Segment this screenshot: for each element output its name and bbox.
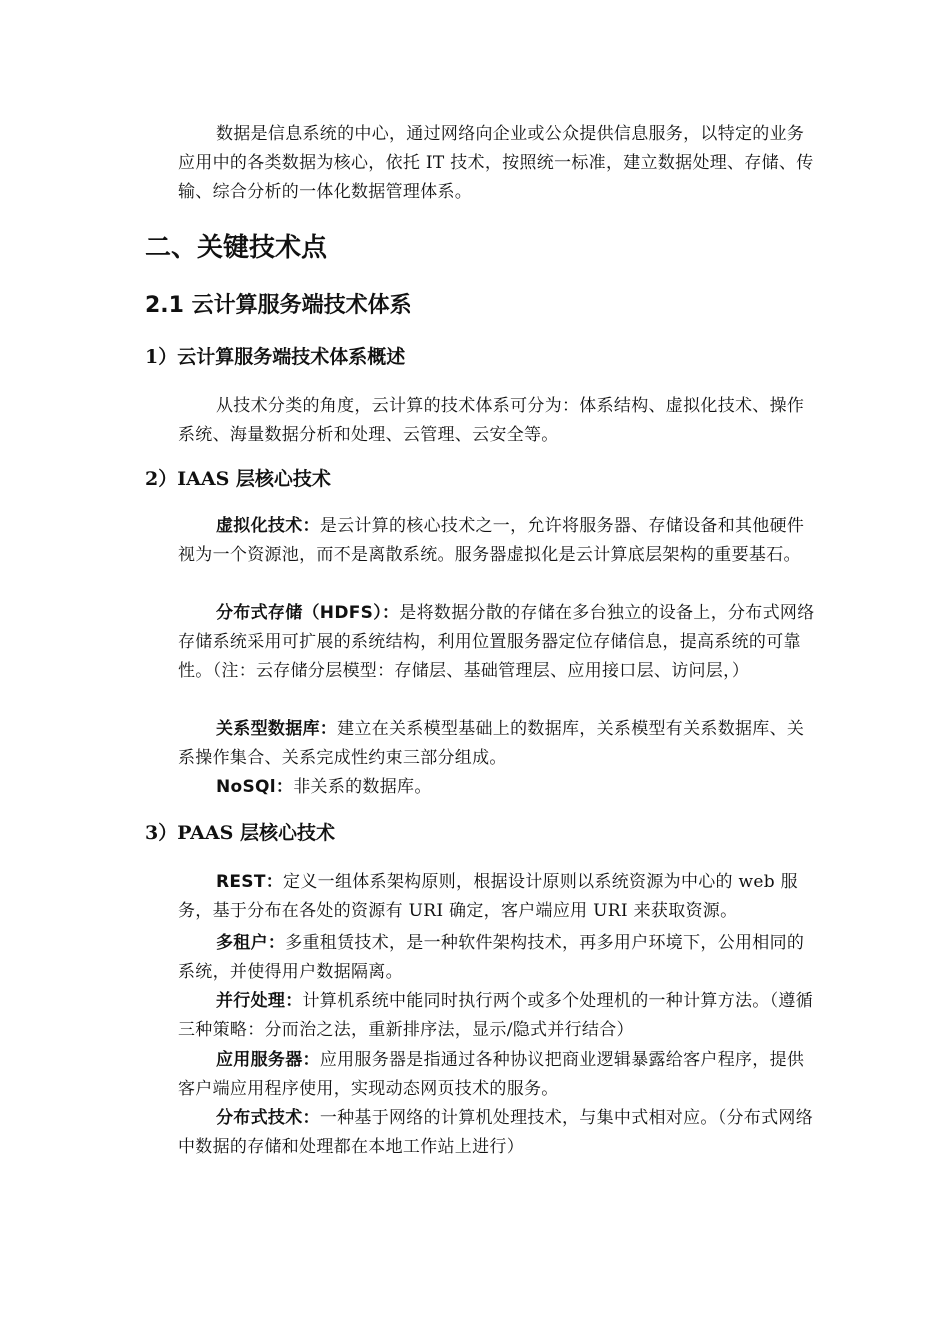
iaas-item-hdfs xyxy=(178,599,818,686)
term-label: 应用服务器： xyxy=(216,1050,320,1070)
term-text: 应用服务器是指通过各种协议把商业逻辑暴露给客户程序，提供客户端应用程序使用，实现动态网页技术的服务。 xyxy=(178,1050,805,1099)
term-text: 定义一组体系架构原则，根据设计原则以系统资源为中心的 web 服务，基于分布在各处的资源有 URI 确定，客户端应用 URI 来获取资源。 xyxy=(178,872,798,921)
paas-item-multitenant xyxy=(178,929,818,987)
heading-iaas: 2）IAAS 层核心技术 xyxy=(145,468,331,490)
term-label: 分布式存储（HDFS）： xyxy=(216,603,400,623)
term-text: 非关系的数据库。 xyxy=(293,777,432,797)
term-label: 分布式技术： xyxy=(216,1108,320,1128)
overview-paragraph: 从技术分类的角度，云计算的技术体系可分为：体系结构、虚拟化技术、操作系统、海量数据分析和处理、云管理、云安全等。 xyxy=(178,396,805,445)
subsection-heading-cloud-server: 2.1 云计算服务端技术体系 xyxy=(145,293,412,318)
term-text: 建立在关系模型基础上的数据库，关系模型有关系数据库、关系操作集合、关系完成性约束三部分组成。 xyxy=(178,719,805,768)
term-label: 并行处理： xyxy=(216,991,303,1011)
term-label: 虚拟化技术： xyxy=(216,516,320,536)
term-label: 关系型数据库： xyxy=(216,719,338,739)
term-label: REST： xyxy=(216,872,284,892)
term-text: 一种基于网络的计算机处理技术，与集中式相对应。（分布式网络中数据的存储和处理都在本地工作站上进行） xyxy=(178,1108,814,1157)
term-text: 是将数据分散的存储在多台独立的设备上，分布式网络存储系统采用可扩展的系统结构，利用位置服务器定位存储信息，提高系统的可靠性。（注：云存储分层模型：存储层、基础管理层、应用接口层、访问层，） xyxy=(178,603,815,681)
heading-paas: 3）PAAS 层核心技术 xyxy=(145,822,335,844)
paas-item-appserver xyxy=(178,1046,818,1104)
term-label: 多租户： xyxy=(216,933,286,953)
paas-item-rest xyxy=(178,868,818,926)
paas-item-parallel xyxy=(178,987,818,1045)
section-heading-key-tech: 二、关键技术点 xyxy=(145,233,328,263)
term-text: 计算机系统中能同时执行两个或多个处理机的一种计算方法。（遵循三种策略：分而治之法，重新排序法，显示/隐式并行结合） xyxy=(178,991,813,1040)
heading-overview: 1）云计算服务端技术体系概述 xyxy=(145,346,406,368)
paas-item-distributed xyxy=(178,1104,818,1162)
term-label: NoSQl： xyxy=(216,777,294,797)
iaas-item-nosql xyxy=(178,773,818,802)
term-text: 是云计算的核心技术之一，允许将服务器、存储设备和其他硬件视为一个资源池，而不是离散系统。服务器虚拟化是云计算底层架构的重要基石。 xyxy=(178,516,805,565)
iaas-item-rdb xyxy=(178,715,818,773)
iaas-item-virtualization xyxy=(178,512,818,570)
term-text: 多重租赁技术，是一种软件架构技术，再多用户环境下，公用相同的系统，并使得用户数据隔离。 xyxy=(178,933,805,982)
intro-paragraph: 数据是信息系统的中心，通过网络向企业或公众提供信息服务，以特定的业务应用中的各类数据为核心，依托 IT 技术，按照统一标准，建立数据处理、存储、传输、综合分析的一体化数据管理体系。 xyxy=(178,124,814,202)
